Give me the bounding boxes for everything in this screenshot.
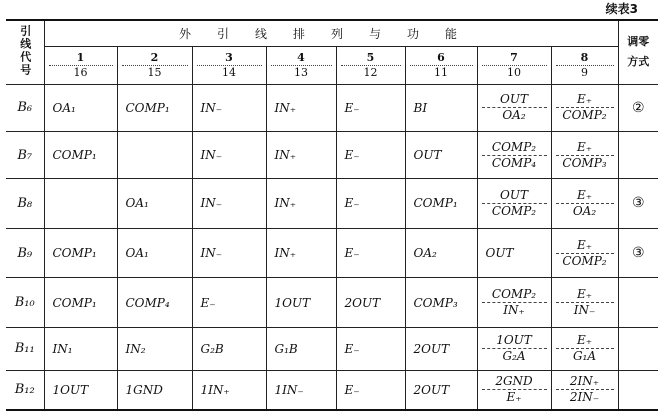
adjust-method xyxy=(618,327,658,370)
pin-function-cell: IN₁ xyxy=(44,327,117,370)
pin-function-cell: IN₊ xyxy=(266,131,336,178)
pin-function-cell: OUT COMP₂ xyxy=(477,179,551,229)
device-code: B₆ xyxy=(6,84,44,131)
pin-number-cell: 1 16 xyxy=(44,46,117,84)
device-code: B₁₂ xyxy=(6,370,44,410)
pin-function-cell: G₂B xyxy=(192,327,266,370)
pin-function-cell: OA₁ xyxy=(44,84,117,131)
adjust-method xyxy=(618,131,658,178)
pin-number-cell: 5 12 xyxy=(336,46,405,84)
pin-function-cell: G₁B xyxy=(266,327,336,370)
table-caption: 续表3 xyxy=(605,2,638,16)
pin-number-cell: 8 9 xyxy=(551,46,618,84)
pin-function-cell: E₋ xyxy=(336,179,405,229)
pin-function-cell: 1OUT xyxy=(44,370,117,410)
adjust-method: ③ xyxy=(618,228,658,278)
pin-number-cell: 2 15 xyxy=(117,46,192,84)
pin-function-cell: E₋ xyxy=(336,370,405,410)
pin-number-cell: 7 10 xyxy=(477,46,551,84)
pin-function-cell: 1OUT G₂A xyxy=(477,327,551,370)
pin-function-cell: 1IN₊ xyxy=(192,370,266,410)
pin-function-cell: 2OUT xyxy=(405,370,477,410)
pin-function-cell: IN₊ xyxy=(266,228,336,278)
pin-function-cell: COMP₁ xyxy=(405,179,477,229)
pin-function-cell: E₊ G₁A xyxy=(551,327,618,370)
pin-function-cell: 2OUT xyxy=(336,278,405,328)
pin-function-cell: IN₊ xyxy=(266,179,336,229)
pin-function-cell xyxy=(117,131,192,178)
table-row xyxy=(6,131,658,178)
pin-function-cell: COMP₂ COMP₄ xyxy=(477,131,551,178)
pin-function-cell: E₋ xyxy=(336,84,405,131)
device-code: B₁₀ xyxy=(6,278,44,328)
pin-function-cell: E₊ COMP₃ xyxy=(551,131,618,178)
adjust-header: 调零方式 xyxy=(618,20,658,84)
pin-function-cell: 2GND E₊ xyxy=(477,370,551,410)
adjust-method: ③ xyxy=(618,179,658,229)
pin-function-cell: OA₁ xyxy=(117,179,192,229)
code-header: 引线代号 xyxy=(6,20,44,84)
pin-function-cell: COMP₄ xyxy=(117,278,192,328)
pin-function-cell: E₋ xyxy=(336,131,405,178)
adjust-method: ② xyxy=(618,84,658,131)
pin-function-cell: 2OUT xyxy=(405,327,477,370)
device-code: B₁₁ xyxy=(6,327,44,370)
pin-arrangement-title: 外引线排列与功能 xyxy=(44,20,618,46)
pin-function-cell: OA₁ xyxy=(117,228,192,278)
device-code: B₈ xyxy=(6,179,44,229)
pin-function-cell: E₊ OA₂ xyxy=(551,179,618,229)
pin-function-cell: IN₋ xyxy=(192,131,266,178)
pin-function-cell: 1GND xyxy=(117,370,192,410)
adjust-method xyxy=(618,278,658,328)
device-code: B₇ xyxy=(6,131,44,178)
pin-number-cell: 3 14 xyxy=(192,46,266,84)
table-row xyxy=(6,327,658,370)
pin-function-cell xyxy=(44,179,117,229)
pin-function-cell: BI xyxy=(405,84,477,131)
pin-function-cell: OA₂ xyxy=(405,228,477,278)
pin-function-cell: E₋ xyxy=(336,228,405,278)
table-row xyxy=(6,370,658,410)
pin-function-cell: IN₂ xyxy=(117,327,192,370)
table-row xyxy=(6,179,658,229)
pin-function-cell: E₊ COMP₂ xyxy=(551,228,618,278)
adjust-method xyxy=(618,370,658,410)
pin-function-cell: E₋ xyxy=(192,278,266,328)
pin-function-cell: COMP₁ xyxy=(44,278,117,328)
table-row xyxy=(6,84,658,131)
pin-function-cell: E₋ xyxy=(336,327,405,370)
pin-function-cell: OUT xyxy=(477,228,551,278)
table-row xyxy=(6,228,658,278)
pin-number-cell: 6 11 xyxy=(405,46,477,84)
pin-function-cell: E₊ COMP₂ xyxy=(551,84,618,131)
pin-function-cell: E₊ IN₋ xyxy=(551,278,618,328)
pin-function-table xyxy=(6,19,658,411)
pin-function-cell: COMP₂ IN₊ xyxy=(477,278,551,328)
pin-function-cell: 1IN₋ xyxy=(266,370,336,410)
pin-number-row xyxy=(6,46,658,84)
pin-function-cell: COMP₁ xyxy=(117,84,192,131)
device-code: B₉ xyxy=(6,228,44,278)
pin-function-cell: COMP₁ xyxy=(44,131,117,178)
pin-function-cell: IN₋ xyxy=(192,228,266,278)
pin-function-cell: IN₋ xyxy=(192,84,266,131)
table-row xyxy=(6,278,658,328)
pin-function-cell: OUT OA₂ xyxy=(477,84,551,131)
pin-function-cell: IN₋ xyxy=(192,179,266,229)
pin-function-cell: 1OUT xyxy=(266,278,336,328)
pin-function-cell: IN₊ xyxy=(266,84,336,131)
pin-number-cell: 4 13 xyxy=(266,46,336,84)
pin-function-cell: 2IN₊ 2IN₋ xyxy=(551,370,618,410)
pin-function-cell: COMP₁ xyxy=(44,228,117,278)
pin-function-cell: COMP₃ xyxy=(405,278,477,328)
pin-function-cell: OUT xyxy=(405,131,477,178)
